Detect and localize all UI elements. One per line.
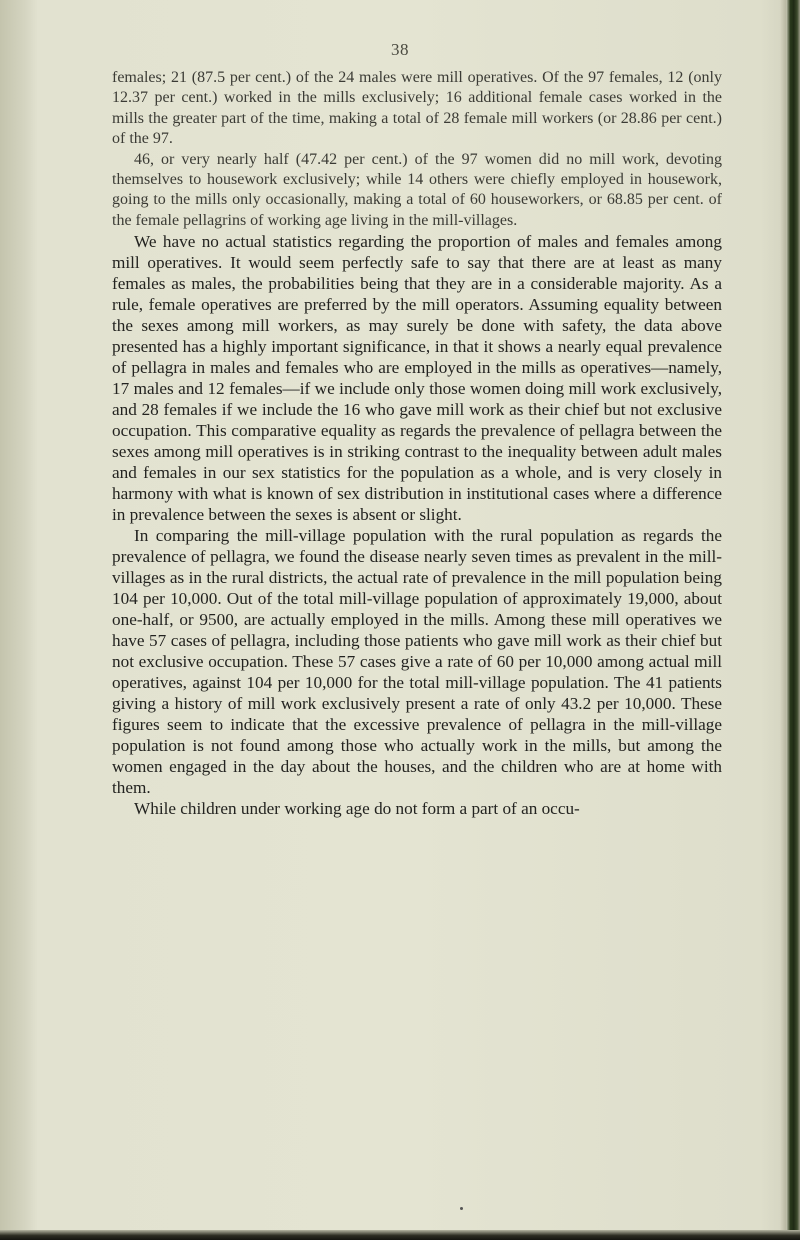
paragraph-5: While children under working age do not form a part of an occu- [134, 799, 580, 819]
body-text [112, 68, 722, 819]
right-page-edge [786, 0, 800, 1240]
page-number: 38 [391, 40, 409, 59]
paragraph-2: 46, or very nearly half (47.42 per cent.) of the 97 women did no mill work, devoting themselves to housework exclusively; while 14 others were chiefly employed in housework, going to the mills only occasionally, making a total of 60 houseworkers, or 68.85 per cent. of the female pellagrins of working age living in the mill-villages. [112, 150, 722, 229]
paragraph-1: females; 21 (87.5 per cent.) of the 24 males were mill operatives. Of the 97 females, 12 (only 12.37 per cent.) worked in the mills exclusively; 16 additional female cases worked in the mills the greater part of the time, making a total of 28 female mill workers (or 28.86 per cent.) of the 97. [112, 69, 722, 148]
scan-speck [460, 1207, 463, 1210]
binding-shadow [0, 0, 38, 1240]
paragraph-4: In comparing the mill-village population with the rural population as regards the prevalence of pellagra, we found the disease nearly seven times as prevalent in the mill-villages as in the rural districts, the actual rate of prevalence in the mill population being 104 per 10,000. Out of the total mill-village population of approximately 19,000, about one-half, or 9500, are actually employed in the mills. Among these mill operatives we have 57 cases of pellagra, including those patients who gave mill work as their chief but not exclusive occupation. These 57 cases give a rate of 60 per 10,000 among actual mill operatives, against 104 per 10,000 for the total mill-village population. The 41 patients giving a history of mill work exclusively present a rate of only 43.2 per 10,000. These figures seem to indicate that the excessive prevalence of pellagra in the mill-village population is not found among those who actually work in the mills, but among the women engaged in the day about the houses, and the children who are at home with them. [112, 526, 722, 798]
bottom-page-edge [0, 1230, 800, 1240]
paragraph-3: We have no actual statistics regarding the proportion of males and females among mill operatives. It would seem perfectly safe to say that there are at least as many females as males, the probabilities being that they are in a considerable majority. As a rule, female operatives are preferred by the mill operators. Assuming equality between the sexes among mill workers, as may surely be done with safety, the data above presented has a highly important significance, in that it shows a nearly equal prevalence of pellagra in males and females who are employed in the mills as operatives—namely, 17 males and 12 females—if we include only those women doing mill work exclusively, and 28 females if we include the 16 who gave mill work as their chief but not exclusive occupation. This comparative equality as regards the prevalence of pellagra between the sexes among mill operatives is in striking contrast to the inequality between adult males and females in our sex statistics for the population as a whole, and is very closely in harmony with what is known of sex distribution in institutional cases where a difference in prevalence between the sexes is absent or slight. [112, 232, 722, 525]
